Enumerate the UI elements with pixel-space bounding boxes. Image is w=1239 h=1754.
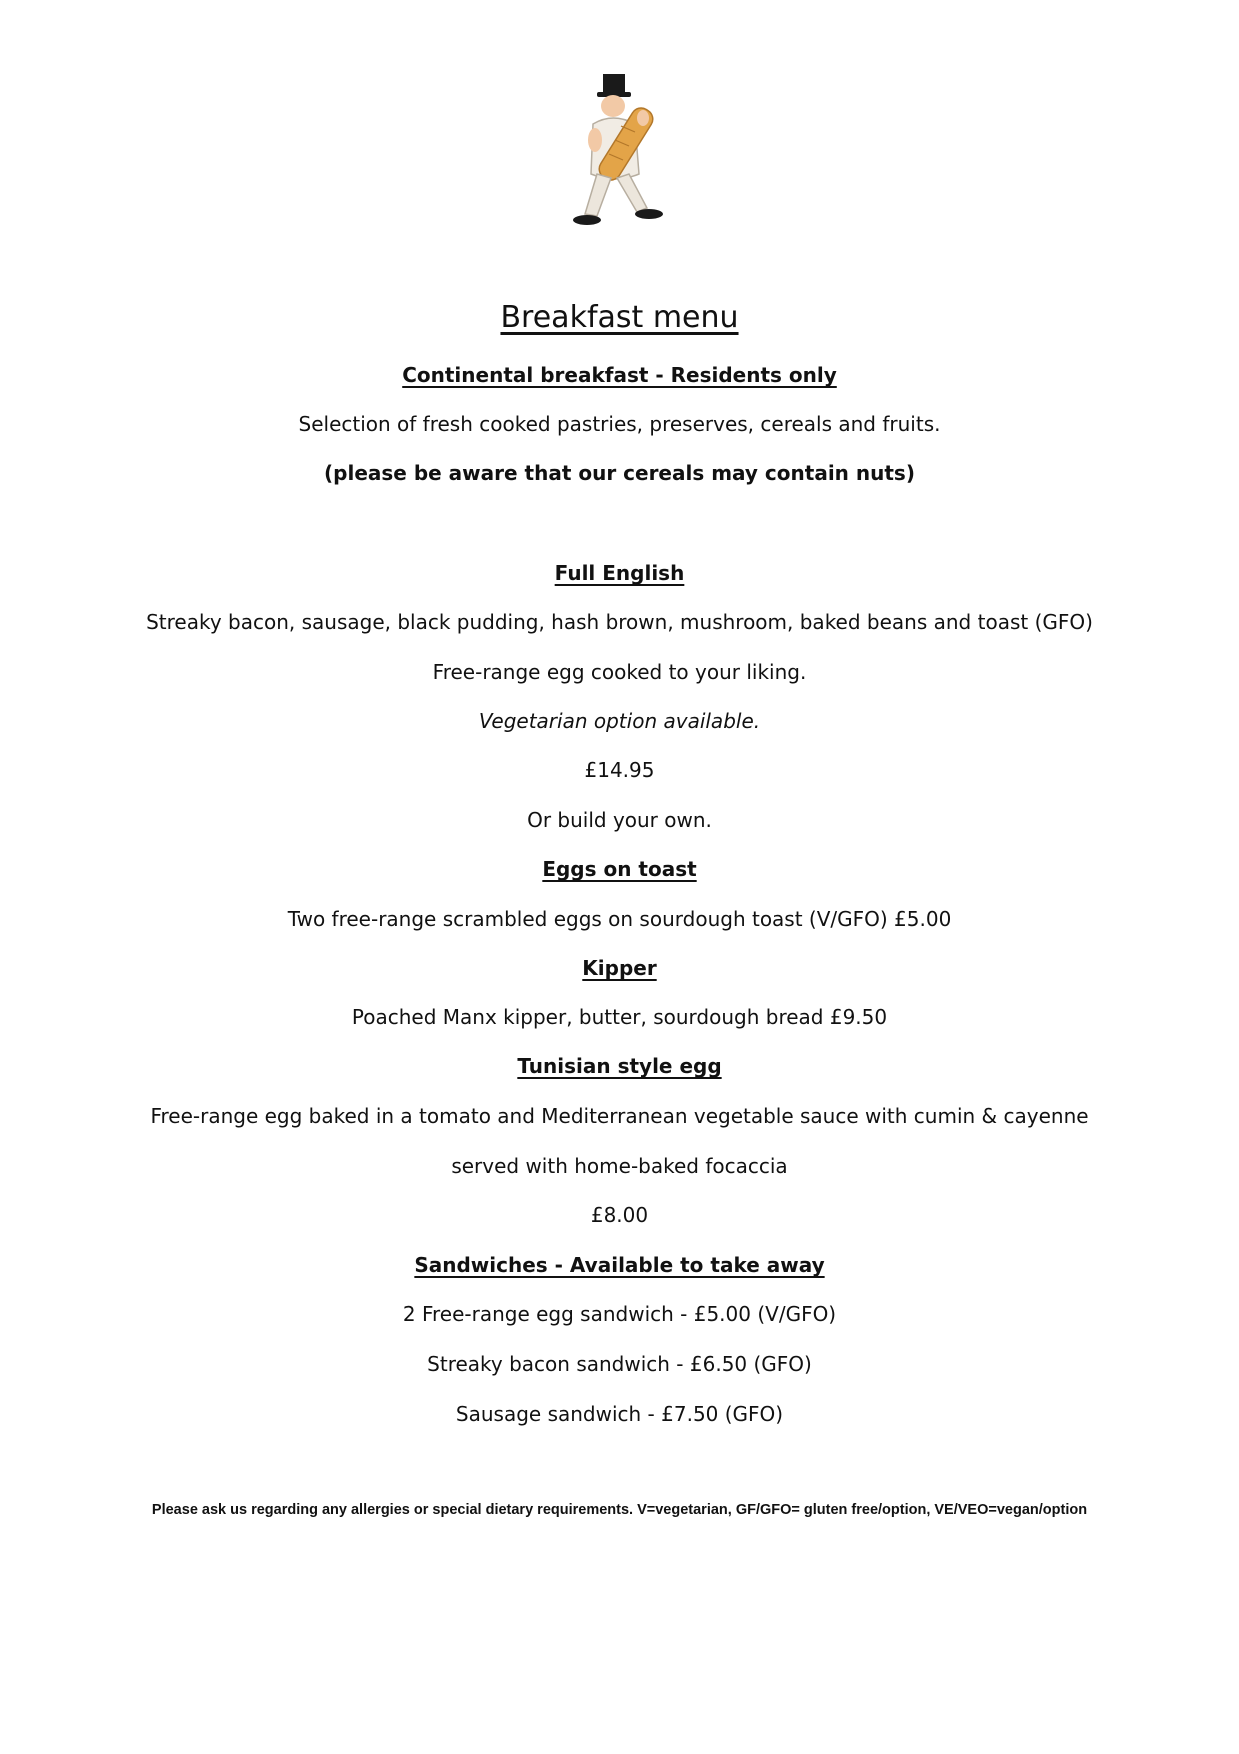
full-english-price: £14.95 [584,758,655,782]
section-heading-kipper: Kipper [582,956,657,980]
sandwich-item-egg: 2 Free-range egg sandwich - £5.00 (V/GFO) [402,1302,837,1326]
sandwich-item-sausage: Sausage sandwich - £7.50 (GFO) [455,1402,784,1426]
build-your-own-note: Or build your own. [527,808,712,832]
chef-carrying-bread-icon [565,74,685,244]
section-heading-full-english: Full English [554,561,685,585]
sandwich-item-bacon: Streaky bacon sandwich - £6.50 (GFO) [427,1352,812,1376]
full-english-egg: Free-range egg cooked to your liking. [432,660,807,684]
section-heading-sandwiches: Sandwiches - Available to take away [414,1253,825,1277]
section-heading-eggs-on-toast: Eggs on toast [542,857,697,881]
tunisian-egg-description-line1: Free-range egg baked in a tomato and Mediterranean vegetable sauce with cumin & cayenne [150,1104,1089,1128]
vegetarian-option-note: Vegetarian option available. [478,709,761,733]
nut-warning: (please be aware that our cereals may contain nuts) [324,461,915,485]
full-english-description: Streaky bacon, sausage, black pudding, hash brown, mushroom, baked beans and toast (GFO) [146,610,1093,634]
kipper-description: Poached Manx kipper, butter, sourdough bread £9.50 [351,1005,888,1029]
continental-description: Selection of fresh cooked pastries, preserves, cereals and fruits. [298,412,941,436]
tunisian-egg-price: £8.00 [590,1203,649,1227]
section-heading-tunisian-egg: Tunisian style egg [517,1054,722,1078]
allergy-footer-note: Please ask us regarding any allergies or special dietary requirements. V=vegetarian, GF/GFO= gluten free/option, VE/VEO=vegan/option [151,1502,1088,1518]
tunisian-egg-description-line2: served with home-baked focaccia [451,1154,788,1178]
page-title: Breakfast menu [500,300,739,335]
eggs-on-toast-description: Two free-range scrambled eggs on sourdough toast (V/GFO) £5.00 [287,907,952,931]
section-heading-continental: Continental breakfast - Residents only [402,363,837,387]
